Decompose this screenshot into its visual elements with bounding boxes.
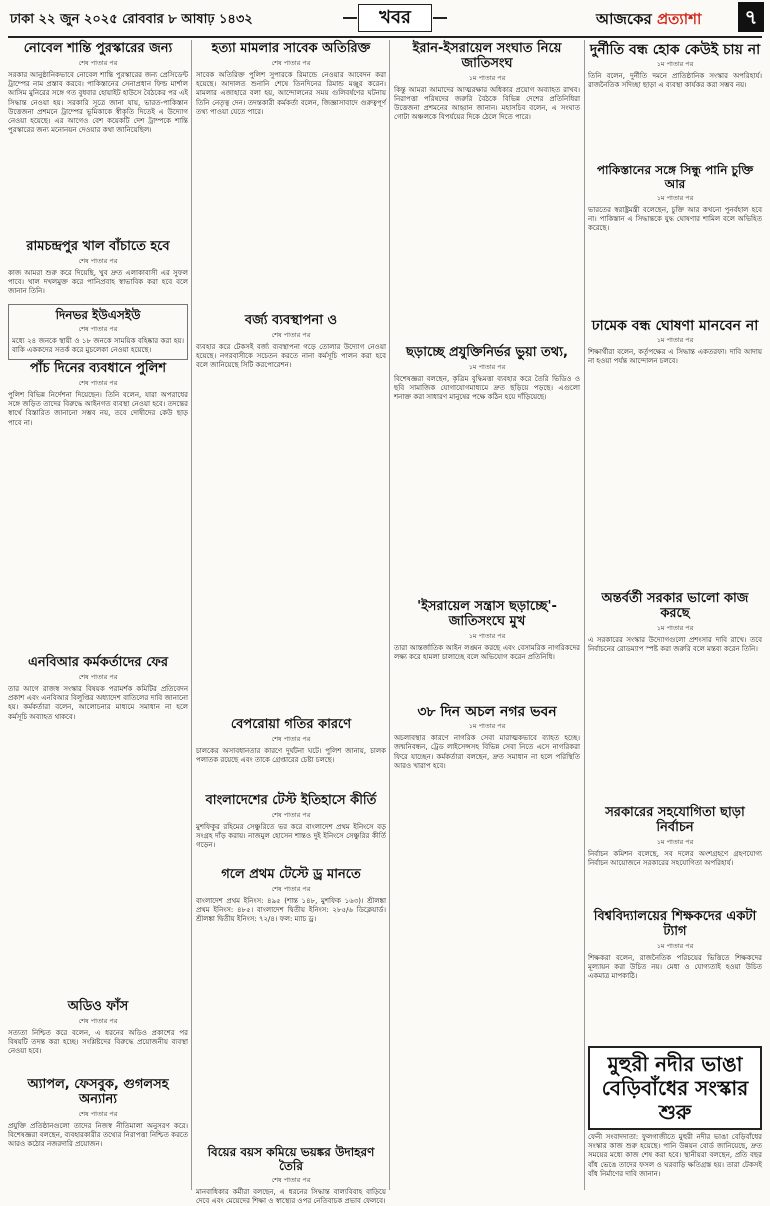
continuation-note: ১ম পাতার পর bbox=[468, 722, 506, 731]
article-dmc-closure bbox=[588, 316, 762, 586]
column-divider bbox=[389, 40, 390, 1190]
column-2 bbox=[196, 40, 386, 1205]
article-headline: এনবিআর কর্মকর্তাদের ফের bbox=[27, 655, 169, 670]
article-headline: বর্জ্য ব্যবস্থাপনা ও bbox=[244, 313, 338, 328]
article-nbr bbox=[8, 654, 188, 994]
article-waste-management bbox=[196, 312, 386, 712]
article-headline: রামচন্দ্রপুর খাল বাঁচাতে হবে bbox=[26, 239, 170, 254]
continuation-note: ১ম পাতার পর bbox=[656, 941, 694, 950]
article-body: সরকার আনুষ্ঠানিকভাবে নোবেল শান্তি পুরস্কারের জন্য প্রেসিডেন্ট ট্রাম্পের নাম প্রস্তাব করবে। পাকিস্তানের সেনাপ্রধান ফিল্ড মার্শাল আসিম মুনিরের সঙ্গে গত বুধবার হোয়াইট হাউসে বৈঠকের পর এই সিদ্ধান্ত নেওয়া হয়। সরকারি সূত্রে জানা যায়, ভারত-পাকিস্তান উত্তেজনা প্রশমনে ট্রাম্পের ভূমিকাকে স্বীকৃতি দিতেই এ উদ্যোগ নেওয়া হয়েছে। এর আগেও বেশ কয়েকটি দেশ ট্রাম্পকে শান্তি পুরস্কারের জন্য মনোনয়ন দেওয়ার কথা জানিয়েছিল। bbox=[8, 70, 188, 135]
article-israel-terror bbox=[394, 598, 580, 698]
article-headline: ৩৮ দিন অচল নগর ভবন bbox=[417, 704, 557, 720]
column-divider bbox=[191, 40, 192, 1190]
article-headline: বিশ্ববিদ্যালয়ের শিক্ষকদের একটা ট্যাগ bbox=[593, 909, 757, 939]
article-headline: 'ইসরায়েল সন্ত্রাস ছড়াচ্ছে'- জাতিসংঘে মুখ bbox=[417, 599, 557, 629]
article-body: শিক্ষার্থীরা বলেন, কর্তৃপক্ষের এ সিদ্ধান্ত একতরফা। দাবি আদায় না হওয়া পর্যন্ত আন্দোলন চলবে। bbox=[588, 348, 762, 366]
article-body: নির্বাচন কমিশন বলেছে, সব দলের অংশগ্রহণে গ্রহণযোগ্য নির্বাচন আয়োজনে সরকারের সহযোগিতা অপরিহার্য। bbox=[588, 849, 762, 868]
article-marriage-age bbox=[196, 1144, 386, 1205]
article-body: মানবাধিকার কর্মীরা বলছেন, এ ধরনের সিদ্ধান্ত বাল্যবিবাহ বাড়িয়ে দেবে এবং মেয়েদের শিক্ষা ও স্বাস্থ্যের ওপর নেতিবাচক প্রভাব ফেলবে। bbox=[196, 1187, 386, 1205]
continuation-note: ১ম পাতার পর bbox=[656, 193, 694, 202]
article-police bbox=[8, 360, 188, 650]
article-corruption bbox=[588, 40, 762, 158]
article-reckless-speed bbox=[196, 716, 386, 788]
feature-headline-line1: মুহুরী নদীর ভাঙা bbox=[607, 1052, 743, 1076]
article-headline: পাঁচ দিনের ব্যবধানে পুলিশ bbox=[29, 361, 167, 376]
continuation-note: ১ম পাতার পর bbox=[468, 73, 506, 82]
continuation-note: ১ম পাতার পর bbox=[656, 336, 694, 345]
article-headline: সরকারের সহযোগিতা ছাড়া নির্বাচন bbox=[605, 805, 745, 835]
continuation-note: ১ম পাতার পর bbox=[468, 631, 506, 640]
article-interim-government bbox=[588, 590, 762, 800]
article-fake-news bbox=[394, 344, 580, 594]
article-headline: ঢামেক বন্ধ ঘোষণা মানবেন না bbox=[591, 318, 759, 334]
newspaper-title: প্রত্যাশা bbox=[656, 10, 702, 28]
article-body: ফেনী সংবাদদাতা: ফুলগাজীতে মুহুরী নদীর ভাঙা বেড়িবাঁধের সংস্কার কাজ শুরু হয়েছে। পানি উন্নয়ন বোর্ড জানিয়েছে, দ্রুত সময়ের মধ্যে কাজ শেষ করা হবে। স্থানীয়রা বলছেন, প্রতি বছর বাঁধ ভেঙে তাদের ফসল ও ঘরবাড়ি ক্ষতিগ্রস্ত হয়। তারা টেকসই বাঁধ নির্মাণের দাবি জানান। bbox=[588, 1133, 762, 1178]
article-nobel bbox=[8, 40, 188, 235]
article-headline: অডিও ফাঁস bbox=[67, 999, 129, 1014]
column-1 bbox=[8, 40, 188, 1192]
article-body: তিনি বলেন, দুর্নীতি দমনে প্রাতিষ্ঠানিক সংস্কার অপরিহার্য। রাজনৈতিক সদিচ্ছা ছাড়া এ ব্যবস্থা কার্যকর করা সম্ভব নয়। bbox=[588, 72, 762, 90]
article-university-teachers bbox=[588, 908, 762, 1042]
article-headline: বিয়ের বয়স কমিয়ে ভয়ঙ্কর উদাহরণ তৈরি bbox=[207, 1145, 375, 1173]
article-headline: দিনভর ইউএসইউ bbox=[55, 308, 141, 322]
continuation-note: শেষ পাতার পর bbox=[78, 672, 118, 681]
article-body: পুলিশ বিভিন্ন নির্দেশনা দিয়েছেন। তিনি বলেন, যারা অপরাধের সঙ্গে জড়িত তাদের বিরুদ্ধে আইনগত ব্যবস্থা নেওয়া হবে। তদন্তের স্বার্থে বিস্তারিত জানানো সম্ভব নয়, তবে দোষীদের কেউ ছাড় পাবে না। bbox=[8, 390, 188, 427]
continuation-note: ১ম পাতার পর bbox=[656, 60, 694, 69]
continuation-note: শেষ পাতার পর bbox=[271, 1175, 311, 1184]
continuation-note: শেষ পাতার পর bbox=[271, 884, 311, 893]
page-number: ৭ bbox=[738, 2, 764, 32]
article-headline: ছড়াচ্ছে প্রযুক্তিনির্ভর ভুয়া তথ্য, bbox=[406, 345, 568, 360]
article-body: শিক্ষকরা বলেন, রাজনৈতিক পরিচয়ের ভিত্তিতে শিক্ষকদের মূল্যায়ন করা উচিত নয়। মেধা ও যোগ্যতাই হওয়া উচিত একমাত্র মাপকাঠি। bbox=[588, 953, 762, 981]
newspaper-prefix: আজকের bbox=[596, 10, 652, 28]
article-tech-companies bbox=[8, 1076, 188, 1192]
continuation-note: শেষ পাতার পর bbox=[78, 1109, 118, 1118]
issue-date: ঢাকা ২২ জুন ২০২৫ রোববার ৮ আষাঢ় ১৪৩২ bbox=[10, 12, 253, 27]
article-muhuri-embankment bbox=[588, 1046, 762, 1192]
header-rule bbox=[8, 36, 762, 38]
continuation-note: শেষ পাতার পর bbox=[78, 378, 118, 387]
article-body: সত্যতা নিশ্চিত করে বলেন, এ ধরনের অডিও প্রকাশের পর বিষয়টি তদন্ত করা হচ্ছে। সংশ্লিষ্টদের বিরুদ্ধে প্রয়োজনীয় ব্যবস্থা নেওয়া হবে। bbox=[8, 1028, 188, 1056]
article-body: প্রযুক্তি প্রতিষ্ঠানগুলো তাদের নিজস্ব নীতিমালা অনুসরণ করে। বিশেষজ্ঞরা বলছেন, ব্যবহারকারীর তথ্যের নিরাপত্তা নিশ্চিত করতে আরও কঠোর নজরদারি প্রয়োজন। bbox=[8, 1121, 188, 1149]
article-body: কাজ আমরা শুরু করে দিয়েছি, খুব দ্রুত এলাকাবাসী এর সুফল পাবে। খাল দখলমুক্ত করে পানিপ্রবাহ স্বাভাবিক করা হবে বলে জানান তিনি। bbox=[8, 268, 188, 296]
newspaper-name bbox=[596, 8, 701, 33]
article-body: এ সরকারের সংস্কার উদ্যোগগুলো প্রশংসার দাবি রাখে। তবে নির্বাচনের রোডম্যাপ স্পষ্ট করা জরুরি বলে মন্তব্য করেন তিনি। bbox=[588, 635, 762, 654]
article-body: বিশেষজ্ঞরা বলছেন, কৃত্রিম বুদ্ধিমত্তা ব্যবহার করে তৈরি ভিডিও ও ছবি সামাজিক যোগাযোগমাধ্যমে দ্রুত ছড়িয়ে পড়ছে। এগুলো শনাক্ত করা সাধারণ মানুষের পক্ষে কঠিন হয়ে দাঁড়িয়েছে। bbox=[394, 374, 580, 402]
continuation-note: শেষ পাতার পর bbox=[78, 58, 118, 67]
article-headline: দুর্নীতি বন্ধ হোক কেউই চায় না bbox=[589, 42, 761, 58]
article-headline: গলে প্রথম টেস্টে ড্র মানতে bbox=[221, 867, 361, 882]
continuation-note: ১ম পাতার পর bbox=[468, 362, 506, 371]
column-4 bbox=[588, 40, 762, 1192]
continuation-note: ১ম পাতার পর bbox=[656, 623, 694, 632]
article-body: ভারতের স্বরাষ্ট্রমন্ত্রী বলেছেন, চুক্তি আর কখনো পুনর্বহাল হবে না। পাকিস্তান এ সিদ্ধান্তকে যুদ্ধ ঘোষণার শামিল বলে অভিহিত করেছে। bbox=[588, 205, 762, 232]
article-headline: অন্তর্বর্তী সরকার ভালো কাজ করছে bbox=[601, 591, 749, 621]
article-body: বাংলাদেশ প্রথম ইনিংস: ৪৯৫ (শান্ত ১৪৮, মুশফিক ১৬৩)। শ্রীলঙ্কা প্রথম ইনিংস: ৪৮৫। বাংলাদেশ দ্বিতীয় ইনিংস: ২৮৫/৬ ডিক্লেয়ার্ড। শ্রীলঙ্কা দ্বিতীয় ইনিংস: ৭২/৪। ফল: ম্যাচ ড্র। bbox=[196, 896, 386, 924]
article-headline: ইরান-ইসরায়েল সংঘাত নিয়ে জাতিসংঘ bbox=[412, 41, 562, 71]
article-city-building bbox=[394, 702, 580, 1192]
article-body: মধ্যে ২৪ জনকে স্থায়ী ও ১৮ জনকে সাময়িক বহিষ্কার করা হয়। বাকি এককদের সতর্ক করে মুচলেকা নেওয়া হয়েছে। bbox=[12, 336, 184, 354]
article-headline: পাকিস্তানের সঙ্গে সিন্ধু পানি চুক্তি আর bbox=[596, 163, 754, 191]
continuation-note: শেষ পাতার পর bbox=[271, 330, 311, 339]
article-body: তারা আন্তর্জাতিক আইন লঙ্ঘন করছে এবং বেসামরিক নাগরিকদের লক্ষ্য করে হামলা চালাচ্ছে বলে অভিযোগ করেন প্রতিনিধি। bbox=[394, 643, 580, 662]
section-title: খবর bbox=[358, 4, 432, 32]
article-headline: বেপরোয়া গতির কারণে bbox=[230, 717, 352, 732]
article-body: অচলাবস্থার কারণে নাগরিক সেবা মারাত্মকভাবে ব্যাহত হচ্ছে। জন্মনিবন্ধন, ট্রেড লাইসেন্সসহ বিভিন্ন সেবা নিতে এসে নাগরিকরা ফিরে যাচ্ছেন। কর্মকর্তারা বলছেন, দ্রুত সমাধান না হলে পরিস্থিতি আরও খারাপ হবে। bbox=[394, 734, 580, 770]
article-body: সাবেক অতিরিক্ত পুলিশ সুপারকে রিমান্ডে নেওয়ার আবেদন করা হয়েছে। আদালত শুনানি শেষে তিনদিনের রিমান্ড মঞ্জুর করেন। মামলার এজাহারে বলা হয়, আন্দোলনের সময় গুলিবর্ষণের ঘটনায় তিনি নেতৃত্ব দেন। তদন্তকারী কর্মকর্তা বলেন, জিজ্ঞাসাবাদে গুরুত্বপূর্ণ তথ্য পাওয়া যেতে পারে। bbox=[196, 70, 386, 116]
continuation-note: শেষ পাতার পর bbox=[271, 58, 311, 67]
article-headline: অ্যাপল, ফেসবুক, গুগলসহ অন্যান্য bbox=[27, 1077, 169, 1107]
continuation-note: শেষ পাতার পর bbox=[78, 256, 118, 265]
article-headline: বাংলাদেশের টেস্ট ইতিহাসে কীর্তি bbox=[205, 793, 377, 808]
article-murder-case bbox=[196, 40, 386, 308]
article-headline: হত্যা মামলার সাবেক অতিরিক্ত bbox=[211, 41, 371, 56]
feature-headline-box bbox=[588, 1046, 762, 1130]
article-headline: নোবেল শান্তি পুরস্কারের জন্য bbox=[23, 41, 173, 56]
continuation-note: শেষ পাতার পর bbox=[271, 810, 311, 819]
page-header bbox=[0, 0, 770, 36]
article-audio-leak bbox=[8, 998, 188, 1072]
column-3 bbox=[394, 40, 580, 1192]
article-body: ব্যবহার করে টেকসই বর্জ্য ব্যবস্থাপনা গড়ে তোলার উদ্যোগ নেওয়া হয়েছে। নগরবাসীকে সচেতন করতে নানা কর্মসূচি পালন করা হবে বলে জানিয়েছে সিটি করপোরেশন। bbox=[196, 342, 386, 370]
article-body: কিন্তু আমরা আমাদের আত্মরক্ষার অধিকার প্রয়োগ অব্যাহত রাখব। নিরাপত্তা পরিষদের জরুরি বৈঠকে বিভিন্ন দেশের প্রতিনিধিরা উত্তেজনা প্রশমনের আহ্বান জানান। মহাসচিব বলেন, এ সংঘাত গোটা অঞ্চলকে বিপর্যয়ের দিকে ঠেলে দিতে পারে। bbox=[394, 85, 580, 122]
article-iran-israel-un bbox=[394, 40, 580, 340]
article-body: মুশফিকুর রহিমের সেঞ্চুরিতে ভর করে বাংলাদেশ প্রথম ইনিংসে বড় সংগ্রহ দাঁড় করায়। নাজমুল হোসেন শান্তও দুই ইনিংসে সেঞ্চুরির কীর্তি গড়েন। bbox=[196, 822, 386, 850]
article-body: তার আগে রাজস্ব সংস্কার বিষয়ক পরামর্শক কমিটির প্রতিবেদন প্রকাশ এবং এনবিআর বিলুপ্তির অধ্যাদেশ বাতিলের দাবি জানানো হয়। কর্মকর্তারা বলেন, আলোচনার মাধ্যমে সমাধান না হলে কর্মসূচি অব্যাহত থাকবে। bbox=[8, 684, 188, 721]
feature-headline-line2: বেড়িবাঁধের সংস্কার শুরু bbox=[601, 1076, 749, 1124]
continuation-note: শেষ পাতার পর bbox=[271, 734, 311, 743]
continuation-note: ১ম পাতার পর bbox=[656, 837, 694, 846]
article-usu bbox=[8, 304, 188, 360]
article-body: চালকের অসাবধানতার কারণে দুর্ঘটনা ঘটে। পুলিশ জানায়, চালক পলাতক রয়েছে এবং তাকে গ্রেপ্তারের চেষ্টা চলছে। bbox=[196, 746, 386, 765]
article-galle-test bbox=[196, 866, 386, 1154]
article-election bbox=[588, 804, 762, 904]
column-divider bbox=[584, 40, 585, 1190]
continuation-note: শেষ পাতার পর bbox=[78, 1016, 118, 1025]
article-canal bbox=[8, 238, 188, 300]
article-test-record bbox=[196, 792, 386, 862]
continuation-note: শেষ পাতার পর bbox=[78, 324, 118, 333]
article-indus-treaty bbox=[588, 162, 762, 312]
